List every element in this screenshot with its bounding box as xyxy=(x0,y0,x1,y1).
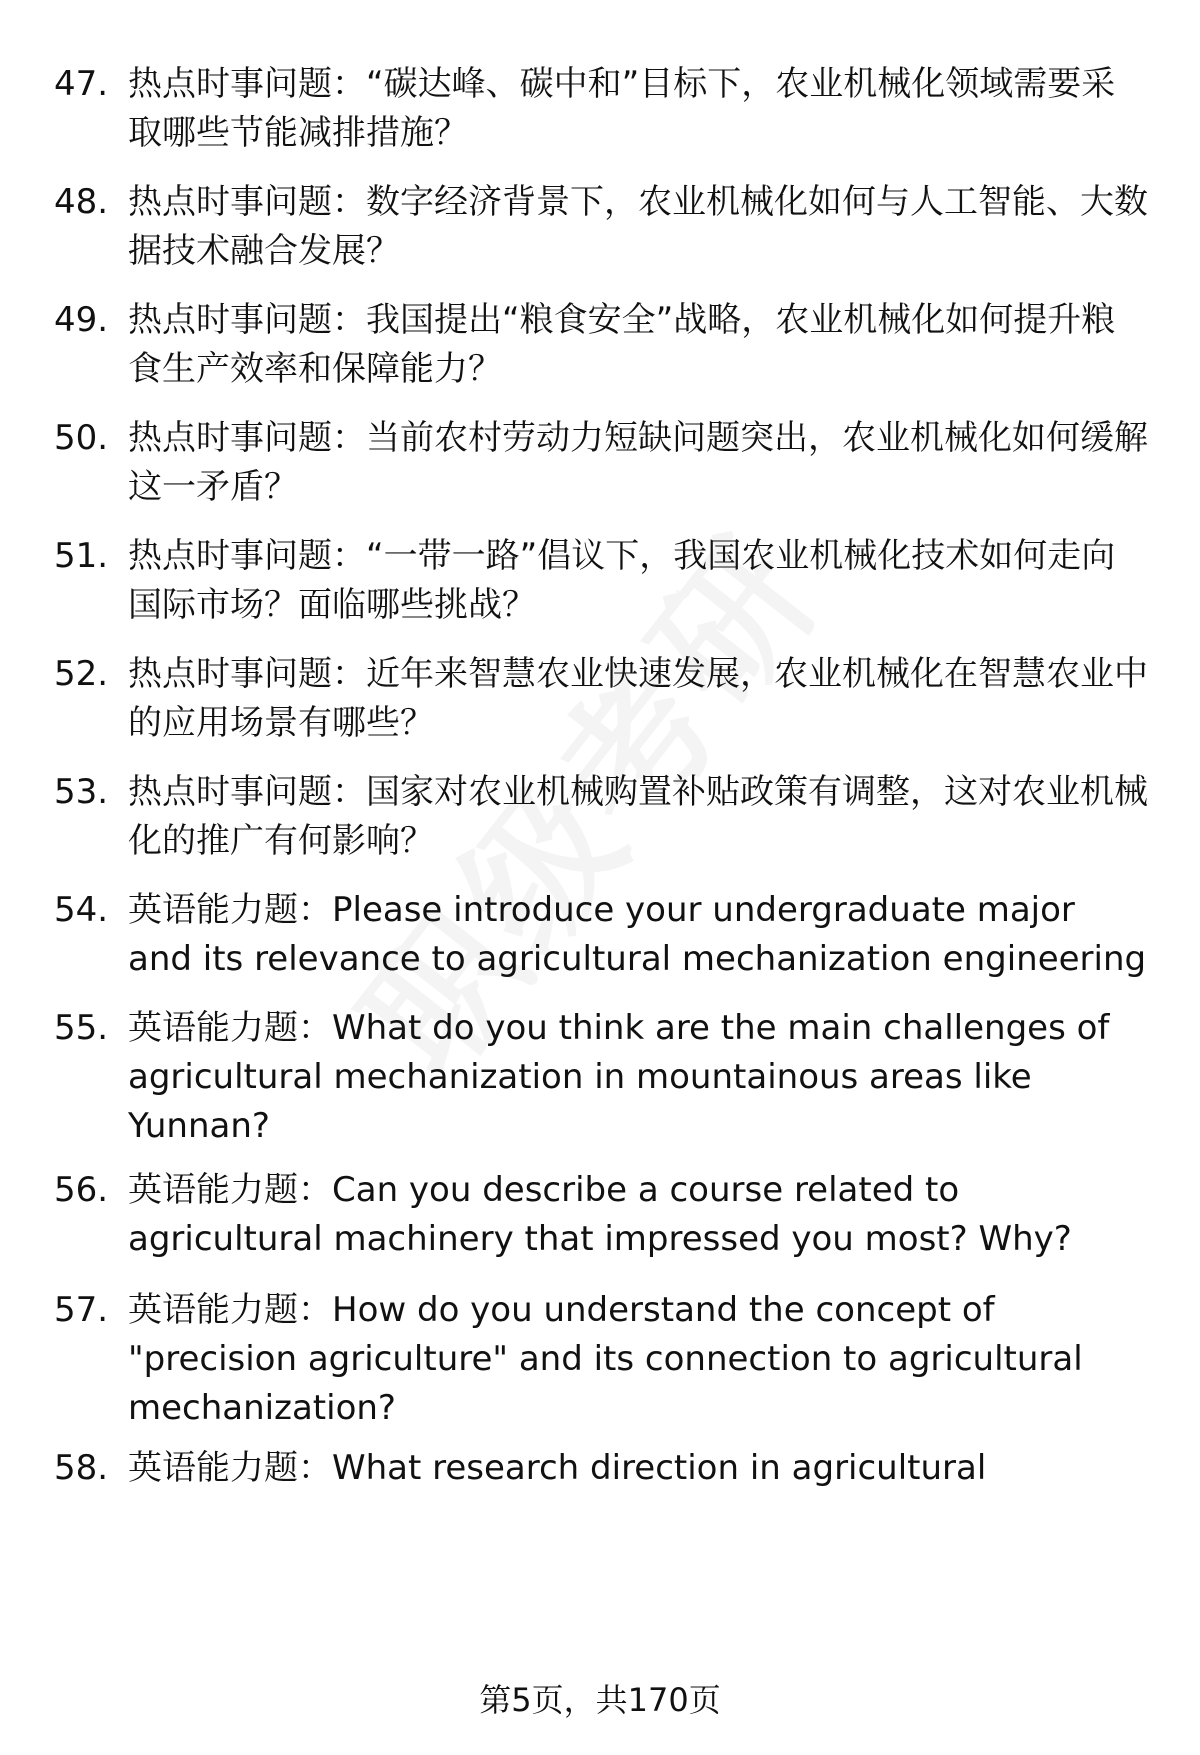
question-text: 英语能力题：Can you describe a course related to agricultural machinery that impressed you most? Why? xyxy=(128,1170,1072,1259)
question-text: 英语能力题：Please introduce your undergraduate major and its relevance to agricultural mechanization engineering xyxy=(128,890,1147,979)
question-item xyxy=(54,1004,1164,1151)
question-number: 55. xyxy=(54,1008,109,1048)
question-text: 热点时事问题：“一带一路”倡议下，我国农业机械化技术如何走向国际市场？面临哪些挑战？ xyxy=(128,536,1116,625)
question-item xyxy=(54,650,1164,748)
question-item xyxy=(54,532,1164,630)
question-item xyxy=(54,178,1164,276)
question-text: 热点时事问题：当前农村劳动力短缺问题突出，农业机械化如何缓解这一矛盾？ xyxy=(128,418,1148,507)
question-text: 热点时事问题：数字经济背景下，农业机械化如何与人工智能、大数据技术融合发展？ xyxy=(128,182,1148,271)
question-item xyxy=(54,60,1164,158)
question-number: 56. xyxy=(54,1170,109,1210)
question-number: 47. xyxy=(54,64,109,104)
question-number: 51. xyxy=(54,536,109,576)
question-number: 54. xyxy=(54,890,109,930)
question-text: 热点时事问题：近年来智慧农业快速发展，农业机械化在智慧农业中的应用场景有哪些？ xyxy=(128,654,1148,743)
question-item xyxy=(54,1444,1164,1493)
question-number: 57. xyxy=(54,1290,109,1330)
question-text: 热点时事问题：国家对农业机械购置补贴政策有调整，这对农业机械化的推广有何影响？ xyxy=(128,772,1148,861)
question-item xyxy=(54,768,1164,866)
question-text: 热点时事问题：“碳达峰、碳中和”目标下，农业机械化领域需要采取哪些节能减排措施？ xyxy=(128,64,1116,153)
question-item xyxy=(54,1286,1164,1433)
question-text: 英语能力题：What do you think are the main challenges of agricultural mechanization in mountainous areas like Yunnan? xyxy=(128,1008,1110,1146)
page-footer: 第5页，共170页 xyxy=(479,1681,721,1719)
question-text: 热点时事问题：我国提出“粮食安全”战略，农业机械化如何提升粮食生产效率和保障能力？ xyxy=(128,300,1116,389)
question-item xyxy=(54,414,1164,512)
question-number: 58. xyxy=(54,1448,109,1488)
question-number: 48. xyxy=(54,182,109,222)
question-number: 50. xyxy=(54,418,109,458)
question-item xyxy=(54,1166,1164,1264)
question-text: 英语能力题：What research direction in agricultural xyxy=(128,1448,987,1488)
question-number: 49. xyxy=(54,300,109,340)
question-number: 53. xyxy=(54,772,109,812)
question-text: 英语能力题：How do you understand the concept of "precision agriculture" and its connection to agricultural mechanization? xyxy=(128,1290,1083,1428)
question-item xyxy=(54,886,1164,984)
question-number: 52. xyxy=(54,654,109,694)
question-item xyxy=(54,296,1164,394)
